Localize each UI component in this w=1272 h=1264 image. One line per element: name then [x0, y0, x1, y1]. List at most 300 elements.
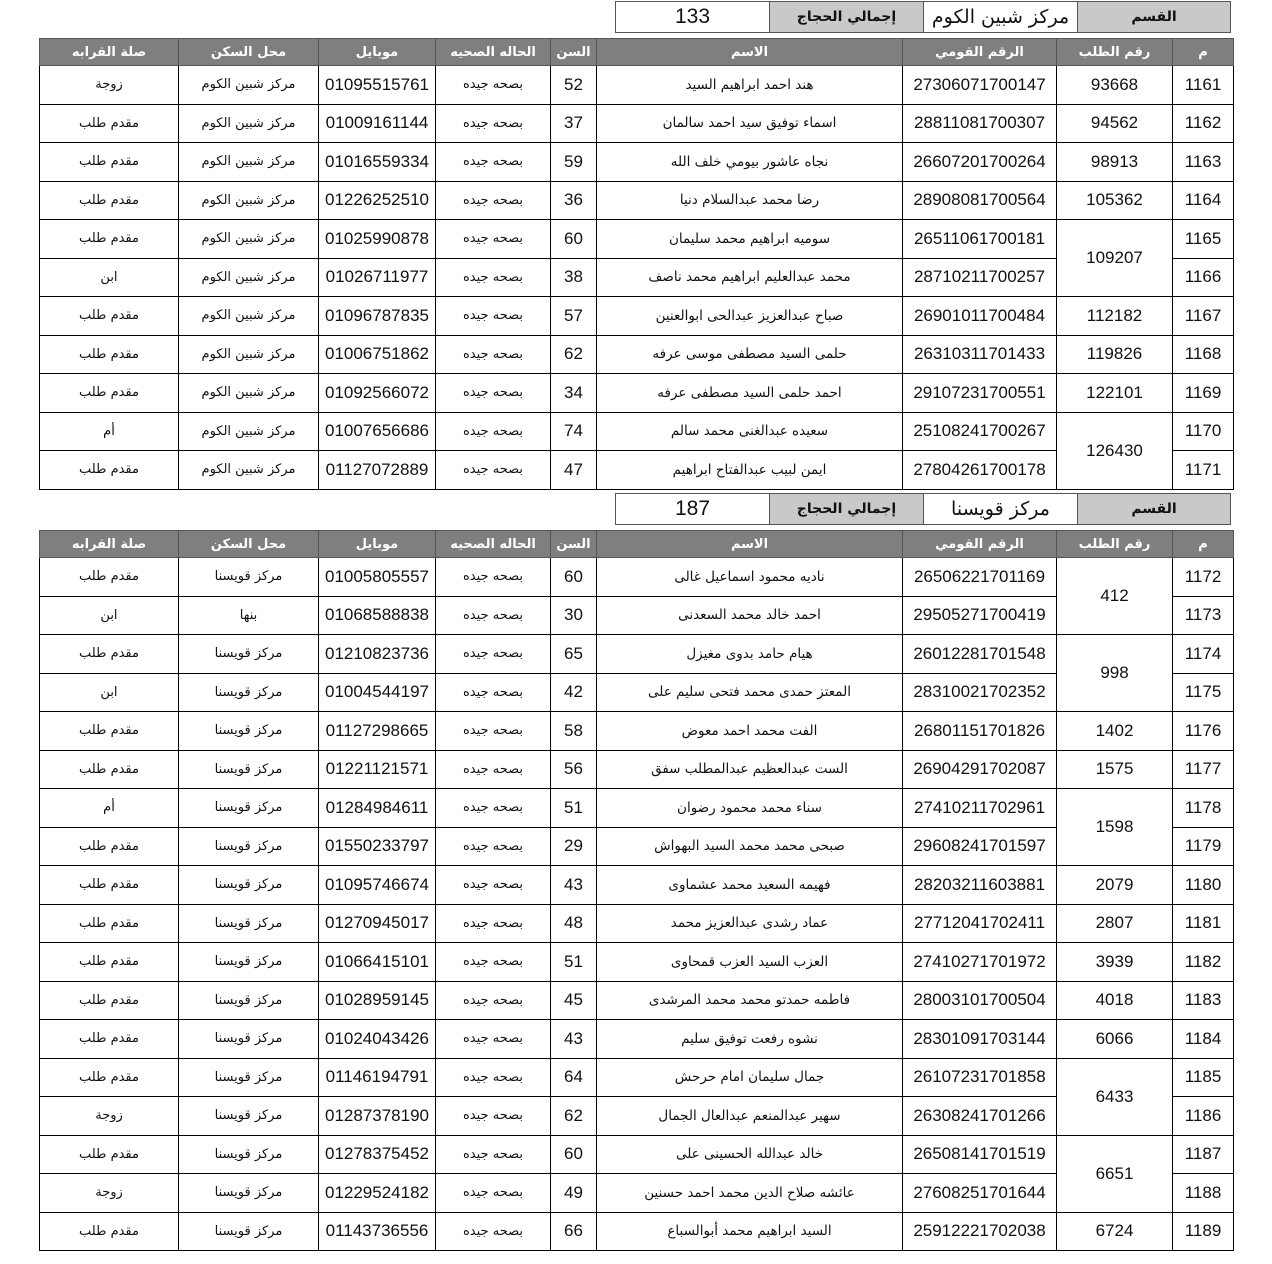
cell-residence: مركز قويسنا [179, 673, 319, 712]
table-row [40, 258, 1234, 297]
column-header-residence: محل السكن [179, 39, 319, 66]
cell-relation: مقدم طلب [40, 451, 179, 490]
cell-relation: مقدم طلب [40, 143, 179, 182]
cell-age: 49 [551, 1174, 597, 1213]
cell-pilgrim-name: العزب السيد العزب قمحاوى [597, 943, 903, 982]
cell-request-number: 412 [1057, 558, 1173, 635]
cell-health-status: بصحه جيده [436, 297, 551, 336]
cell-national-id: 26012281701548 [903, 635, 1057, 674]
cell-age: 42 [551, 673, 597, 712]
cell-relation: مقدم طلب [40, 297, 179, 336]
table-row [40, 1174, 1234, 1213]
cell-health-status: بصحه جيده [436, 827, 551, 866]
cell-national-id: 28310021702352 [903, 673, 1057, 712]
table-row [40, 596, 1234, 635]
cell-residence: مركز شبين الكوم [179, 104, 319, 143]
cell-mobile-number: 01016559334 [319, 143, 436, 182]
table-row [40, 943, 1234, 982]
cell-row-number: 1164 [1173, 181, 1234, 220]
cell-age: 60 [551, 220, 597, 259]
cell-mobile-number: 01550233797 [319, 827, 436, 866]
cell-mobile-number: 01009161144 [319, 104, 436, 143]
cell-pilgrim-name: سناء محمد محمود رضوان [597, 789, 903, 828]
cell-relation: أم [40, 789, 179, 828]
cell-age: 36 [551, 181, 597, 220]
cell-request-number: 6433 [1057, 1058, 1173, 1135]
cell-mobile-number: 01127298665 [319, 712, 436, 751]
cell-row-number: 1182 [1173, 943, 1234, 982]
cell-residence: مركز قويسنا [179, 1174, 319, 1213]
table-row [40, 181, 1234, 220]
cell-national-id: 28003101700504 [903, 981, 1057, 1020]
cell-mobile-number: 01024043426 [319, 1020, 436, 1059]
cell-age: 64 [551, 1058, 597, 1097]
cell-request-number: 2807 [1057, 904, 1173, 943]
cell-request-number: 6651 [1057, 1135, 1173, 1212]
cell-request-number: 94562 [1057, 104, 1173, 143]
cell-pilgrim-name: حلمى السيد مصطفى موسى عرفه [597, 335, 903, 374]
cell-mobile-number: 01287378190 [319, 1097, 436, 1136]
table-row [40, 904, 1234, 943]
cell-residence: مركز قويسنا [179, 712, 319, 751]
cell-national-id: 26310311701433 [903, 335, 1057, 374]
table-row [40, 1212, 1234, 1251]
cell-national-id: 26308241701266 [903, 1097, 1057, 1136]
cell-health-status: بصحه جيده [436, 1135, 551, 1174]
cell-mobile-number: 01068588838 [319, 596, 436, 635]
cell-health-status: بصحه جيده [436, 789, 551, 828]
cell-mobile-number: 01005805557 [319, 558, 436, 597]
cell-age: 30 [551, 596, 597, 635]
cell-residence: مركز قويسنا [179, 1212, 319, 1251]
cell-national-id: 26904291702087 [903, 750, 1057, 789]
cell-row-number: 1162 [1173, 104, 1234, 143]
table-row [40, 374, 1234, 413]
cell-row-number: 1165 [1173, 220, 1234, 259]
summary-bar-shebin [615, 1, 1231, 33]
cell-national-id: 26801151701826 [903, 712, 1057, 751]
cell-row-number: 1178 [1173, 789, 1234, 828]
cell-residence: بنها [179, 596, 319, 635]
cell-health-status: بصحه جيده [436, 374, 551, 413]
cell-row-number: 1166 [1173, 258, 1234, 297]
cell-age: 62 [551, 1097, 597, 1136]
cell-age: 51 [551, 943, 597, 982]
cell-health-status: بصحه جيده [436, 1212, 551, 1251]
cell-mobile-number: 01278375452 [319, 1135, 436, 1174]
cell-pilgrim-name: الفت محمد احمد معوض [597, 712, 903, 751]
branch-label: القسم [1078, 494, 1231, 525]
cell-residence: مركز شبين الكوم [179, 143, 319, 182]
cell-health-status: بصحه جيده [436, 635, 551, 674]
cell-residence: مركز شبين الكوم [179, 258, 319, 297]
cell-pilgrim-name: احمد خالد محمد السعدنى [597, 596, 903, 635]
cell-residence: مركز قويسنا [179, 943, 319, 982]
cell-residence: مركز قويسنا [179, 981, 319, 1020]
cell-national-id: 27410211702961 [903, 789, 1057, 828]
cell-request-number: 1575 [1057, 750, 1173, 789]
cell-row-number: 1188 [1173, 1174, 1234, 1213]
cell-pilgrim-name: هند احمد ابراهيم السيد [597, 66, 903, 105]
cell-relation: زوجة [40, 66, 179, 105]
table-row [40, 981, 1234, 1020]
cell-pilgrim-name: سعيده عبدالغنى محمد سالم [597, 412, 903, 451]
cell-age: 48 [551, 904, 597, 943]
cell-mobile-number: 01270945017 [319, 904, 436, 943]
cell-national-id: 27804261700178 [903, 451, 1057, 490]
table-row [40, 220, 1234, 259]
cell-mobile-number: 01127072889 [319, 451, 436, 490]
cell-national-id: 26901011700484 [903, 297, 1057, 336]
cell-health-status: بصحه جيده [436, 750, 551, 789]
table-row [40, 827, 1234, 866]
cell-request-number: 105362 [1057, 181, 1173, 220]
cell-pilgrim-name: الست عبدالعظيم عبدالمطلب سفق [597, 750, 903, 789]
cell-row-number: 1171 [1173, 451, 1234, 490]
column-header-national-id: الرقم القومي [903, 39, 1057, 66]
cell-pilgrim-name: سوميه ابراهيم محمد سليمان [597, 220, 903, 259]
cell-request-number: 2079 [1057, 866, 1173, 905]
column-header-age: السن [551, 531, 597, 558]
cell-relation: مقدم طلب [40, 866, 179, 905]
cell-health-status: بصحه جيده [436, 1097, 551, 1136]
cell-national-id: 26607201700264 [903, 143, 1057, 182]
cell-age: 62 [551, 335, 597, 374]
cell-pilgrim-name: احمد حلمى السيد مصطفى عرفه [597, 374, 903, 413]
cell-pilgrim-name: صبحى محمد محمد السيد البهواش [597, 827, 903, 866]
cell-request-number: 119826 [1057, 335, 1173, 374]
column-header-health-status: الحاله الصحيه [436, 531, 551, 558]
cell-mobile-number: 01092566072 [319, 374, 436, 413]
column-header-request-number: رقم الطلب [1057, 531, 1173, 558]
cell-health-status: بصحه جيده [436, 1174, 551, 1213]
cell-residence: مركز قويسنا [179, 635, 319, 674]
cell-national-id: 26107231701858 [903, 1058, 1057, 1097]
cell-mobile-number: 01004544197 [319, 673, 436, 712]
cell-national-id: 26511061700181 [903, 220, 1057, 259]
cell-request-number: 93668 [1057, 66, 1173, 105]
cell-national-id: 27306071700147 [903, 66, 1057, 105]
cell-request-number: 109207 [1057, 220, 1173, 297]
column-header-mobile-number: موبايل [319, 531, 436, 558]
cell-relation: مقدم طلب [40, 220, 179, 259]
cell-residence: مركز قويسنا [179, 1097, 319, 1136]
cell-pilgrim-name: رضا محمد عبدالسلام دنيا [597, 181, 903, 220]
cell-age: 45 [551, 981, 597, 1020]
cell-age: 56 [551, 750, 597, 789]
cell-row-number: 1172 [1173, 558, 1234, 597]
pilgrims-table-shebin [39, 38, 1234, 490]
cell-pilgrim-name: جمال سليمان امام حرحش [597, 1058, 903, 1097]
branch-name: مركز شبين الكوم [924, 2, 1078, 33]
cell-mobile-number: 01210823736 [319, 635, 436, 674]
cell-relation: زوجة [40, 1174, 179, 1213]
cell-pilgrim-name: السيد ابراهيم محمد أبوالسباع [597, 1212, 903, 1251]
cell-row-number: 1186 [1173, 1097, 1234, 1136]
cell-national-id: 25912221702038 [903, 1212, 1057, 1251]
cell-health-status: بصحه جيده [436, 673, 551, 712]
branch-name: مركز قويسنا [924, 494, 1078, 525]
table-row [40, 104, 1234, 143]
cell-residence: مركز شبين الكوم [179, 181, 319, 220]
cell-row-number: 1174 [1173, 635, 1234, 674]
cell-age: 74 [551, 412, 597, 451]
cell-request-number: 3939 [1057, 943, 1173, 982]
cell-residence: مركز قويسنا [179, 558, 319, 597]
cell-health-status: بصحه جيده [436, 596, 551, 635]
cell-pilgrim-name: فاطمه حمدتو محمد محمد المرشدى [597, 981, 903, 1020]
cell-row-number: 1170 [1173, 412, 1234, 451]
cell-row-number: 1169 [1173, 374, 1234, 413]
cell-row-number: 1184 [1173, 1020, 1234, 1059]
cell-national-id: 27712041702411 [903, 904, 1057, 943]
cell-row-number: 1183 [1173, 981, 1234, 1020]
cell-pilgrim-name: عائشه صلاح الدين محمد احمد حسنين [597, 1174, 903, 1213]
branch-label: القسم [1078, 2, 1231, 33]
cell-age: 34 [551, 374, 597, 413]
cell-mobile-number: 01028959145 [319, 981, 436, 1020]
cell-pilgrim-name: خالد عبدالله الحسينى على [597, 1135, 903, 1174]
cell-relation: مقدم طلب [40, 104, 179, 143]
table-row [40, 866, 1234, 905]
cell-residence: مركز شبين الكوم [179, 412, 319, 451]
cell-residence: مركز شبين الكوم [179, 66, 319, 105]
column-header-mobile-number: موبايل [319, 39, 436, 66]
cell-row-number: 1189 [1173, 1212, 1234, 1251]
cell-mobile-number: 01006751862 [319, 335, 436, 374]
cell-residence: مركز قويسنا [179, 827, 319, 866]
table-row [40, 750, 1234, 789]
cell-mobile-number: 01226252510 [319, 181, 436, 220]
cell-relation: مقدم طلب [40, 635, 179, 674]
cell-age: 60 [551, 558, 597, 597]
cell-health-status: بصحه جيده [436, 943, 551, 982]
pilgrims-total-value: 133 [616, 2, 770, 33]
cell-residence: مركز شبين الكوم [179, 335, 319, 374]
cell-health-status: بصحه جيده [436, 558, 551, 597]
cell-relation: أم [40, 412, 179, 451]
cell-pilgrim-name: هيام حامد بدوى مغيزل [597, 635, 903, 674]
cell-pilgrim-name: عماد رشدى عبدالعزيز محمد [597, 904, 903, 943]
cell-age: 38 [551, 258, 597, 297]
cell-request-number: 112182 [1057, 297, 1173, 336]
cell-age: 65 [551, 635, 597, 674]
cell-age: 60 [551, 1135, 597, 1174]
column-header-national-id: الرقم القومي [903, 531, 1057, 558]
cell-mobile-number: 01026711977 [319, 258, 436, 297]
cell-pilgrim-name: اسماء توفيق سيد احمد سالمان [597, 104, 903, 143]
cell-residence: مركز شبين الكوم [179, 451, 319, 490]
cell-relation: مقدم طلب [40, 1020, 179, 1059]
table-row [40, 451, 1234, 490]
cell-health-status: بصحه جيده [436, 181, 551, 220]
cell-mobile-number: 01096787835 [319, 297, 436, 336]
cell-relation: مقدم طلب [40, 712, 179, 751]
column-header-relation: صلة القرابه [40, 531, 179, 558]
table-row [40, 297, 1234, 336]
cell-national-id: 27608251701644 [903, 1174, 1057, 1213]
cell-row-number: 1161 [1173, 66, 1234, 105]
cell-health-status: بصحه جيده [436, 1020, 551, 1059]
table-header-row [40, 39, 1234, 66]
table-row [40, 1020, 1234, 1059]
column-header-pilgrim-name: الاسم [597, 531, 903, 558]
cell-residence: مركز شبين الكوم [179, 297, 319, 336]
cell-pilgrim-name: ناديه محمود اسماعيل غالى [597, 558, 903, 597]
cell-relation: مقدم طلب [40, 981, 179, 1020]
cell-national-id: 28203211603881 [903, 866, 1057, 905]
cell-row-number: 1163 [1173, 143, 1234, 182]
cell-pilgrim-name: نشوه رفعت توفيق سليم [597, 1020, 903, 1059]
cell-national-id: 26508141701519 [903, 1135, 1057, 1174]
cell-health-status: بصحه جيده [436, 220, 551, 259]
cell-national-id: 29505271700419 [903, 596, 1057, 635]
table-row [40, 712, 1234, 751]
cell-health-status: بصحه جيده [436, 143, 551, 182]
cell-health-status: بصحه جيده [436, 451, 551, 490]
cell-mobile-number: 01066415101 [319, 943, 436, 982]
cell-mobile-number: 01007656686 [319, 412, 436, 451]
cell-row-number: 1173 [1173, 596, 1234, 635]
cell-request-number: 4018 [1057, 981, 1173, 1020]
cell-age: 66 [551, 1212, 597, 1251]
cell-mobile-number: 01095746674 [319, 866, 436, 905]
cell-pilgrim-name: سهير عبدالمنعم عبدالعال الجمال [597, 1097, 903, 1136]
cell-pilgrim-name: محمد عبدالعليم ابراهيم محمد ناصف [597, 258, 903, 297]
cell-request-number: 6724 [1057, 1212, 1173, 1251]
cell-national-id: 27410271701972 [903, 943, 1057, 982]
cell-pilgrim-name: فهيمه السعيد محمد عشماوى [597, 866, 903, 905]
cell-relation: مقدم طلب [40, 1058, 179, 1097]
cell-residence: مركز شبين الكوم [179, 374, 319, 413]
cell-mobile-number: 01095515761 [319, 66, 436, 105]
cell-mobile-number: 01284984611 [319, 789, 436, 828]
cell-mobile-number: 01146194791 [319, 1058, 436, 1097]
column-header-relation: صلة القرابه [40, 39, 179, 66]
table-row [40, 635, 1234, 674]
cell-mobile-number: 01229524182 [319, 1174, 436, 1213]
table-row [40, 673, 1234, 712]
cell-row-number: 1185 [1173, 1058, 1234, 1097]
cell-health-status: بصحه جيده [436, 104, 551, 143]
column-header-residence: محل السكن [179, 531, 319, 558]
table-row [40, 335, 1234, 374]
cell-row-number: 1179 [1173, 827, 1234, 866]
cell-request-number: 6066 [1057, 1020, 1173, 1059]
table-row [40, 66, 1234, 105]
cell-relation: مقدم طلب [40, 904, 179, 943]
column-header-request-number: رقم الطلب [1057, 39, 1173, 66]
pilgrims-total-label: إجمالي الحجاج [770, 494, 924, 525]
cell-national-id: 28301091703144 [903, 1020, 1057, 1059]
cell-age: 47 [551, 451, 597, 490]
column-header-age: السن [551, 39, 597, 66]
table-row [40, 558, 1234, 597]
cell-residence: مركز قويسنا [179, 789, 319, 828]
cell-residence: مركز قويسنا [179, 866, 319, 905]
column-header-row-number: م [1173, 531, 1234, 558]
cell-age: 57 [551, 297, 597, 336]
cell-age: 37 [551, 104, 597, 143]
summary-bar-quesna [615, 493, 1231, 525]
cell-row-number: 1167 [1173, 297, 1234, 336]
cell-residence: مركز قويسنا [179, 1135, 319, 1174]
cell-national-id: 25108241700267 [903, 412, 1057, 451]
cell-row-number: 1177 [1173, 750, 1234, 789]
cell-relation: ابن [40, 596, 179, 635]
cell-health-status: بصحه جيده [436, 1058, 551, 1097]
cell-national-id: 29107231700551 [903, 374, 1057, 413]
cell-national-id: 28908081700564 [903, 181, 1057, 220]
cell-residence: مركز قويسنا [179, 1020, 319, 1059]
table-header-row [40, 531, 1234, 558]
cell-row-number: 1180 [1173, 866, 1234, 905]
cell-mobile-number: 01143736556 [319, 1212, 436, 1251]
column-header-row-number: م [1173, 39, 1234, 66]
cell-age: 52 [551, 66, 597, 105]
cell-relation: مقدم طلب [40, 558, 179, 597]
cell-relation: مقدم طلب [40, 335, 179, 374]
cell-row-number: 1168 [1173, 335, 1234, 374]
cell-relation: ابن [40, 258, 179, 297]
cell-request-number: 998 [1057, 635, 1173, 712]
cell-age: 59 [551, 143, 597, 182]
cell-relation: مقدم طلب [40, 827, 179, 866]
cell-residence: مركز قويسنا [179, 750, 319, 789]
cell-relation: ابن [40, 673, 179, 712]
cell-row-number: 1176 [1173, 712, 1234, 751]
cell-health-status: بصحه جيده [436, 412, 551, 451]
cell-relation: مقدم طلب [40, 1212, 179, 1251]
cell-row-number: 1187 [1173, 1135, 1234, 1174]
cell-health-status: بصحه جيده [436, 866, 551, 905]
cell-age: 51 [551, 789, 597, 828]
cell-residence: مركز قويسنا [179, 1058, 319, 1097]
cell-residence: مركز قويسنا [179, 904, 319, 943]
pilgrims-total-value: 187 [616, 494, 770, 525]
cell-age: 29 [551, 827, 597, 866]
cell-health-status: بصحه جيده [436, 712, 551, 751]
cell-request-number: 122101 [1057, 374, 1173, 413]
cell-national-id: 26506221701169 [903, 558, 1057, 597]
cell-health-status: بصحه جيده [436, 981, 551, 1020]
pilgrims-table-quesna [39, 530, 1234, 1251]
cell-age: 43 [551, 1020, 597, 1059]
column-header-pilgrim-name: الاسم [597, 39, 903, 66]
cell-relation: مقدم طلب [40, 374, 179, 413]
cell-pilgrim-name: ايمن لبيب عبدالفتاح ابراهيم [597, 451, 903, 490]
cell-request-number: 98913 [1057, 143, 1173, 182]
table-row [40, 412, 1234, 451]
cell-national-id: 28811081700307 [903, 104, 1057, 143]
cell-age: 43 [551, 866, 597, 905]
table-row [40, 789, 1234, 828]
cell-age: 58 [551, 712, 597, 751]
table-row [40, 1097, 1234, 1136]
table-row [40, 1135, 1234, 1174]
table-row [40, 143, 1234, 182]
cell-request-number: 126430 [1057, 412, 1173, 489]
cell-national-id: 28710211700257 [903, 258, 1057, 297]
cell-row-number: 1175 [1173, 673, 1234, 712]
table-row [40, 1058, 1234, 1097]
cell-health-status: بصحه جيده [436, 904, 551, 943]
cell-request-number: 1402 [1057, 712, 1173, 751]
cell-relation: مقدم طلب [40, 943, 179, 982]
cell-row-number: 1181 [1173, 904, 1234, 943]
cell-mobile-number: 01025990878 [319, 220, 436, 259]
cell-relation: مقدم طلب [40, 750, 179, 789]
